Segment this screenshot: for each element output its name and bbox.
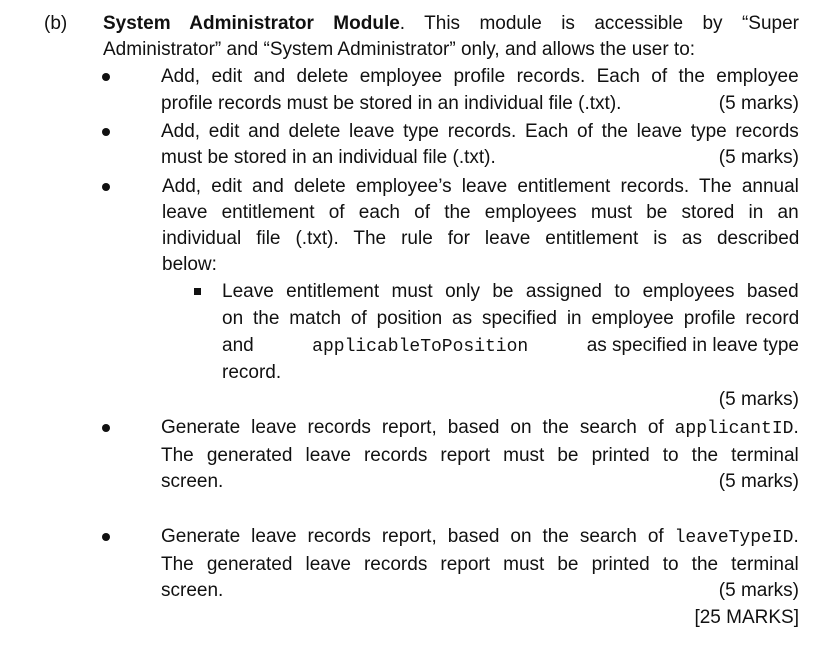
square-bullet-icon [194,288,201,295]
intro-line-2: Administrator” and “System Administrator” only, and allows the user to: [103,39,696,60]
sub-item-line-3 [222,333,799,359]
bullet-icon [102,73,110,81]
item-3-line-1: Add, edit and delete employee’s leave entitlement records. The annual [162,176,799,197]
item-3-line-2: leave entitlement of each of the employees must be stored in an [162,202,799,223]
bullet-icon [102,128,110,136]
item-1-marks: (5 marks) [718,93,799,114]
bullet-icon [102,183,110,191]
item-4-line-1 [161,415,799,441]
section-label: (b) [44,13,68,34]
sub-item-line-2: on the match of position as specified in employee profile record [222,308,800,329]
intro-line-1 [103,11,799,37]
item-1-line-1: Add, edit and delete employee profile records. Each of the employee [161,66,799,87]
module-title: System Administrator Module [103,13,400,34]
leave-type-id-code: leaveTypeID [674,528,794,548]
bullet-icon [102,424,110,432]
sub-line-3-post: as specified in leave type [586,335,799,356]
sub-line-3-pre: and [222,335,254,356]
item-4-marks: (5 marks) [718,471,799,492]
total-marks: [25 MARKS] [694,607,799,628]
applicable-to-position-code: applicableToPosition [312,337,529,357]
item-4-line-1-pre: Generate leave records report, based on the search of [161,417,664,438]
item-2-line-1: Add, edit and delete leave type records. Each of the leave type records [161,121,799,142]
item-5-marks: (5 marks) [718,580,799,601]
item-5-line-1-pre: Generate leave records report, based on the search of [161,526,664,547]
item-5-line-3: screen. [161,580,224,601]
item-5-line-2: The generated leave records report must be printed to the terminal [161,554,799,575]
sub-item-line-4: record. [222,362,282,383]
intro-heading [103,11,799,37]
item-2-marks: (5 marks) [718,147,799,168]
item-3-marks: (5 marks) [718,389,799,410]
item-4-line-1-post: . [793,417,799,438]
sub-item-line-1: Leave entitlement must only be assigned to employees based [222,281,799,302]
item-5-line-1-post: . [793,526,799,547]
item-4-line-2: The generated leave records report must be printed to the terminal [161,445,799,466]
bullet-icon [102,533,110,541]
item-5-line-1 [161,524,799,550]
item-4-line-3: screen. [161,471,224,492]
item-3-line-4: below: [162,254,217,275]
item-2-line-2: must be stored in an individual file (.txt). [161,147,496,168]
applicant-id-code: applicantID [674,419,794,439]
item-1-line-2: profile records must be stored in an individual file (.txt). [161,93,622,114]
item-3-line-3: individual file (.txt). The rule for leave entitlement is as described [162,228,800,249]
intro-heading-rest: . This module is accessible by “Super [399,13,799,34]
